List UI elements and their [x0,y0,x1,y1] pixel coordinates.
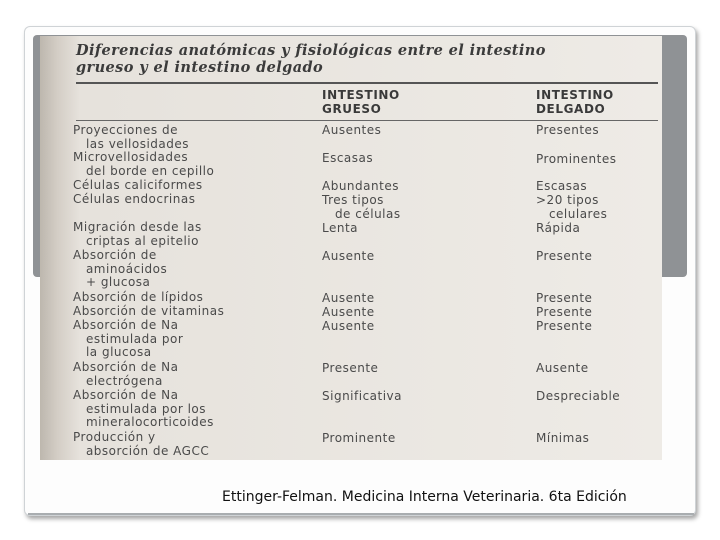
header-rule [76,82,658,84]
table-title [76,42,662,76]
row-delgado-value: Rápida [536,221,581,235]
row-grueso-value: Ausente [322,305,375,319]
row-feature: Absorción de Na estimulada por los mineralocorticoides [73,388,214,429]
row-delgado-value: Presente [536,249,593,263]
row-feature: Absorción de Na electrógena [73,360,179,388]
row-delgado-value: Despreciable [536,389,621,403]
row-feature: Absorción de lípidos [73,290,204,304]
row-feature: Absorción de aminoácidos + glucosa [73,248,168,289]
row-delgado-value: >20 tipos celulares [536,193,608,221]
row-feature: Microvellosidades del borde en cepillo [73,150,215,178]
row-grueso-value: Prominente [322,431,396,445]
row-feature: Producción y absorción de AGCC [73,430,210,458]
row-grueso-value: Ausente [322,291,375,305]
row-grueso-value: Ausente [322,249,375,263]
column-header-delgado: INTESTINO DELGADO [536,88,614,116]
row-grueso-value: Tres tipos de células [322,193,401,221]
row-delgado-value: Presentes [536,123,600,137]
row-feature: Absorción de vitaminas [73,304,225,318]
row-delgado-value: Presente [536,305,593,319]
row-delgado-value: Presente [536,291,593,305]
table-title-line-1: Diferencias anatómicas y fisiológicas entre el intestino [76,42,546,59]
row-delgado-value: Ausente [536,361,589,375]
table-title-line-2: grueso y el intestino delgado [76,59,324,76]
row-grueso-value: Escasas [322,151,374,165]
row-feature: Células endocrinas [73,192,196,206]
row-feature: Absorción de Na estimulada por la glucosa [73,318,184,359]
row-grueso-value: Ausente [322,319,375,333]
row-grueso-value: Abundantes [322,179,399,193]
row-delgado-value: Presente [536,319,593,333]
row-grueso-value: Lenta [322,221,359,235]
row-delgado-value: Prominentes [536,152,617,166]
slide-bottom-rule [28,513,694,515]
row-grueso-value: Significativa [322,389,403,403]
scanned-table-image [40,36,662,460]
row-delgado-value: Escasas [536,179,588,193]
row-delgado-value: Mínimas [536,431,590,445]
row-feature: Migración desde las criptas al epitelio [73,220,202,248]
row-grueso-value: Ausentes [322,123,382,137]
row-grueso-value: Presente [322,361,379,375]
source-caption: Ettinger-Felman. Medicina Interna Veterinaria. 6ta Edición [222,489,627,505]
row-feature: Células caliciformes [73,178,203,192]
column-header-grueso: INTESTINO GRUESO [322,88,400,116]
column-header-rule [76,120,658,121]
row-feature: Proyecciones de las vellosidades [73,123,189,151]
